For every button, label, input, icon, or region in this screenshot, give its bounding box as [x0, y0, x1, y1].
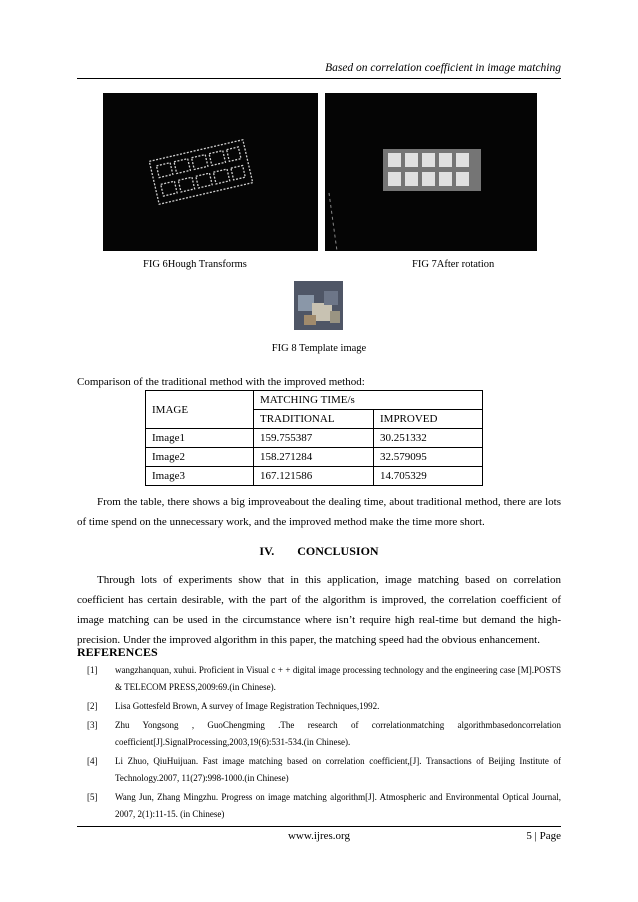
fig7-graphic	[325, 93, 537, 251]
reference-number: [3]	[87, 720, 98, 730]
matching-time-header: MATCHING TIME/s	[254, 391, 483, 410]
fig8-template-image	[294, 281, 343, 330]
reference-text: wangzhanquan, xuhui. Proficient in Visual c + + digital image processing technology and the engineering case [M].POSTS & TELECOM PRESS,2009:69.(in Chinese).	[115, 665, 561, 692]
running-header: Based on correlation coefficient in image matching	[325, 62, 561, 74]
references-heading: REFERENCES	[77, 645, 158, 659]
reference-number: [1]	[87, 665, 98, 675]
reference-number: [4]	[87, 756, 98, 766]
traditional-cell: 167.121586	[254, 467, 374, 486]
fig8-graphic	[294, 281, 343, 330]
footer-rule	[77, 826, 561, 827]
section-number: IV.	[259, 544, 275, 558]
improved-header: IMPROVED	[374, 410, 483, 429]
footer-page-number: 5 | Page	[526, 830, 561, 842]
fig7-rotated-image	[325, 93, 537, 251]
improved-cell: 30.251332	[374, 429, 483, 448]
reference-text: Li Zhuo, QiuHuijuan. Fast image matching based on correlation coefficient,[J]. Transactions of Beijing Institute of Technology.2007, 11(27):998-1000.(in Chinese)	[115, 756, 561, 783]
image-cell: Image1	[146, 429, 254, 448]
improved-cell: 32.579095	[374, 448, 483, 467]
table-row	[146, 448, 483, 467]
reference-number: [2]	[87, 701, 98, 711]
footer-url[interactable]: www.ijres.org	[287, 830, 351, 842]
fig6-graphic	[103, 93, 318, 251]
table-header-row	[146, 391, 483, 410]
traditional-cell: 158.271284	[254, 448, 374, 467]
section-title: CONCLUSION	[297, 544, 379, 558]
reference-text: Lisa Gottesfeld Brown, A survey of Image Registration Techniques,1992.	[115, 701, 380, 711]
reference-item	[77, 753, 561, 787]
reference-text: Wang Jun, Zhang Mingzhu. Progress on image matching algorithm[J]. Atmospheric and Environmental Optical Journal, 2007, 2(1):11-15. (in Chinese)	[115, 792, 561, 819]
reference-text: Zhu Yongsong , GuoChengming .The research of correlationmatching algorithmbasedoncorrelation coefficient[J].SignalProcessing,2003,19(6):531-534.(in Chinese).	[115, 720, 561, 747]
image-col-header: IMAGE	[146, 391, 254, 429]
reference-item	[77, 717, 561, 751]
conclusion-paragraph: Through lots of experiments show that in this application, image matching based on correlation coefficient has certain desirable, with the part of the algorithm is improved, the correlation coefficient of image matching can be used in the circumstance where isn’t require high real-time but demand the high-precision. Under the improved algorithm in this paper, the matching speed had the obvious enhancement.	[77, 574, 561, 646]
matching-time-table	[145, 390, 483, 486]
table-row	[146, 429, 483, 448]
traditional-cell: 159.755387	[254, 429, 374, 448]
image-cell: Image2	[146, 448, 254, 467]
fig6-caption: FIG 6Hough Transforms	[143, 259, 247, 270]
improved-cell: 14.705329	[374, 467, 483, 486]
fig8-caption: FIG 8 Template image	[271, 343, 367, 354]
fig7-caption: FIG 7After rotation	[412, 259, 495, 270]
conclusion-heading	[0, 544, 638, 559]
header-rule	[77, 78, 561, 79]
reference-item	[77, 698, 561, 715]
references-list	[77, 660, 561, 823]
comparison-intro: Comparison of the traditional method with the improved method:	[77, 376, 365, 388]
table-row	[146, 467, 483, 486]
reference-item	[77, 789, 561, 823]
fig6-hough-image	[103, 93, 318, 251]
image-cell: Image3	[146, 467, 254, 486]
reference-number: [5]	[87, 792, 98, 802]
traditional-header: TRADITIONAL	[254, 410, 374, 429]
table-discussion-paragraph: From the table, there shows a big improveabout the dealing time, about traditional method, there are lots of time spend on the unnecessary work, and the improved method make the time more short.	[77, 496, 561, 528]
reference-item	[77, 662, 561, 696]
